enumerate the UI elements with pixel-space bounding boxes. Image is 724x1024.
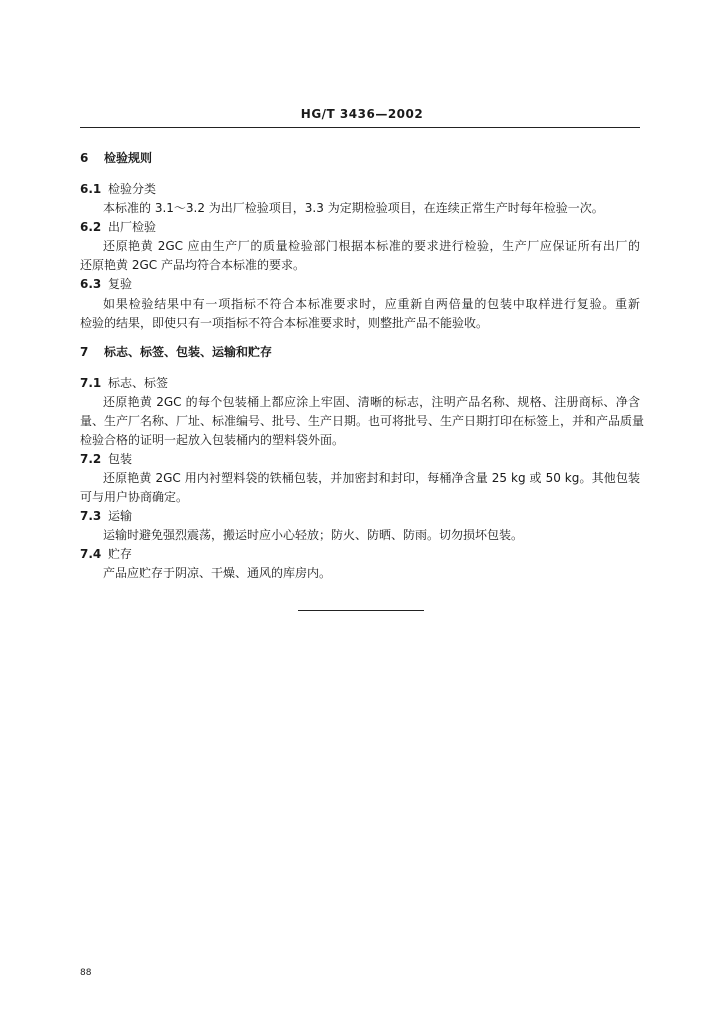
paragraph-7-2-line-1: 还原艳黄 2GC 用内衬塑料袋的铁桶包装，并加密封和封印，每桶净含量 25 kg 或 50 kg。其他包装 (103, 471, 640, 485)
paragraph-7-1-line-1: 还原艳黄 2GC 的每个包装桶上都应涂上牢固、清晰的标志，注明产品名称、规格、注册商标、净含 (103, 395, 640, 409)
subsection-title: 出厂检验 (108, 220, 157, 234)
subsection-title: 包装 (108, 452, 133, 466)
paragraph-7-1-line-2: 量、生产厂名称、厂址、标准编号、批号、生产日期。也可将批号、生产日期打印在标签上，并和产品质量 (80, 414, 645, 428)
header-rule (80, 127, 640, 128)
paragraph-7-4: 产品应贮存于阴凉、干燥、通风的库房内。 (103, 566, 332, 580)
paragraph-6-3-line-2: 检验的结果，即使只有一项指标不符合本标准要求时，则整批产品不能验收。 (80, 316, 489, 330)
subsection-7-1-heading (80, 375, 640, 391)
subsection-number: 7.1 (80, 376, 102, 390)
section-title: 检验规则 (104, 151, 153, 165)
subsection-title: 标志、标签 (108, 376, 169, 390)
subsection-title: 检验分类 (108, 182, 157, 196)
subsection-number: 7.4 (80, 547, 102, 561)
subsection-number: 6.2 (80, 220, 102, 234)
section-7-heading (80, 344, 640, 360)
paragraph-6-1: 本标准的 3.1～3.2 为出厂检验项目，3.3 为定期检验项目，在连续正常生产时每年检验一次。 (103, 201, 604, 215)
subsection-7-3-heading (80, 508, 640, 524)
subsection-number: 7.2 (80, 452, 102, 466)
section-number: 6 (80, 151, 89, 165)
subsection-6-2-heading (80, 219, 640, 235)
subsection-number: 6.3 (80, 277, 102, 291)
subsection-6-3-heading (80, 276, 640, 292)
subsection-number: 6.1 (80, 182, 102, 196)
page-header-code: HG/T 3436—2002 (300, 107, 424, 121)
subsection-title: 运输 (108, 509, 133, 523)
section-number: 7 (80, 345, 89, 359)
paragraph-7-3: 运输时避免强烈震荡，搬运时应小心轻放；防火、防晒、防雨。切勿损坏包装。 (103, 528, 524, 542)
section-title: 标志、标签、包装、运输和贮存 (104, 345, 273, 359)
section-6-heading (80, 150, 640, 166)
paragraph-7-1-line-3: 检验合格的证明一起放入包装桶内的塑料袋外面。 (80, 433, 345, 447)
paragraph-7-2-line-2: 可与用户协商确定。 (80, 490, 189, 504)
subsection-7-4-heading (80, 546, 640, 562)
paragraph-6-2-line-2: 还原艳黄 2GC 产品均符合本标准的要求。 (80, 258, 305, 272)
subsection-title: 贮存 (108, 547, 133, 561)
subsection-7-2-heading (80, 451, 640, 467)
subsection-title: 复验 (108, 277, 133, 291)
subsection-6-1-heading (80, 181, 640, 197)
paragraph-6-2-line-1: 还原艳黄 2GC 应由生产厂的质量检验部门根据本标准的要求进行检验，生产厂应保证所有出厂的 (103, 239, 640, 253)
paragraph-6-3-line-1: 如果检验结果中有一项指标不符合本标准要求时，应重新自两倍量的包装中取样进行复验。重新 (103, 297, 640, 311)
subsection-number: 7.3 (80, 509, 102, 523)
end-of-text-rule (298, 610, 424, 611)
page-number: 88 (80, 968, 92, 978)
